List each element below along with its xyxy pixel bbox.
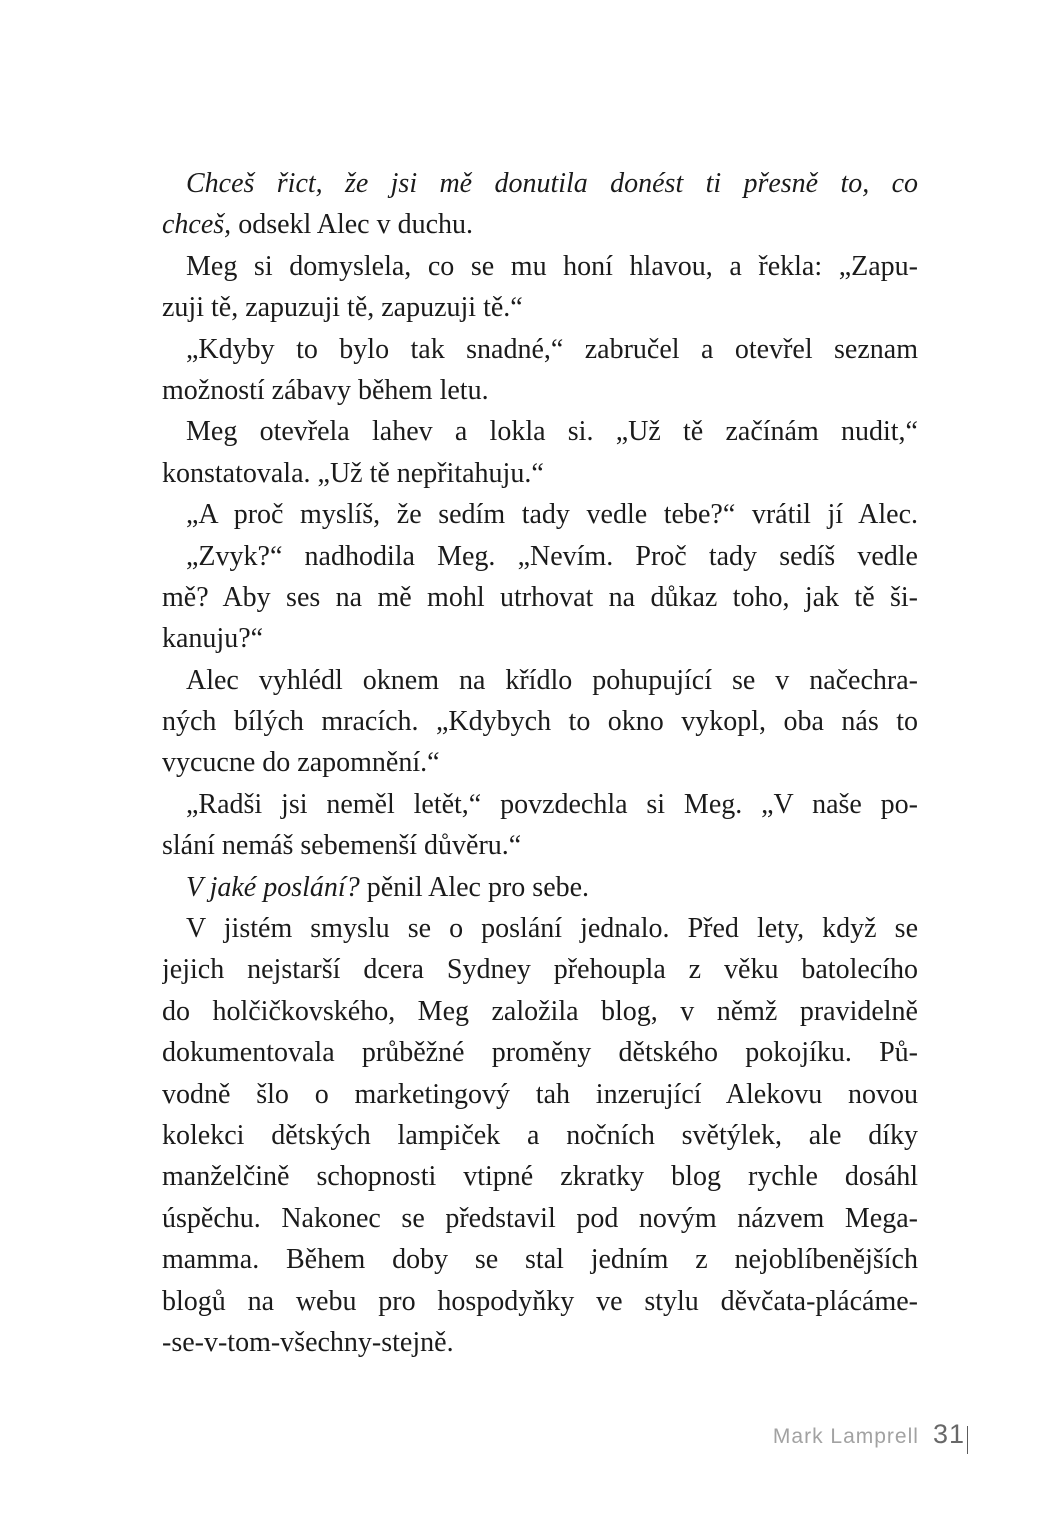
body-text: kanuju?“ (162, 623, 264, 655)
text-line (162, 991, 918, 1032)
page-number-rule (967, 1426, 968, 1454)
text-line (162, 246, 918, 287)
text-line (162, 204, 918, 245)
body-text: „Radši jsi neměl letět,“ povzdechla si Meg. „V naše po- (186, 788, 918, 820)
body-text: konstatovala. „Už tě nepřitahuju.“ (162, 457, 544, 489)
body-text: úspěchu. Nakonec se představil pod novým názvem Mega- (162, 1202, 918, 1234)
italic-text: V jaké poslání? (186, 871, 360, 903)
text-line (162, 867, 918, 908)
body-text: V jistém smyslu se o poslání jednalo. Před lety, když se (186, 913, 918, 945)
page-text (162, 163, 918, 1363)
text-line (162, 1239, 918, 1280)
text-line (162, 370, 918, 411)
text-line (162, 949, 918, 990)
text-line (162, 1156, 918, 1197)
body-text: Meg si domyslela, co se mu honí hlavou, a řekla: „Zapu- (186, 250, 918, 282)
text-line (162, 287, 918, 328)
body-text: jejich nejstarší dcera Sydney přehoupla z věku batolecího (162, 954, 918, 986)
italic-text: Chceš řict, že jsi mě donutila donést ti přesně to, co (186, 168, 918, 199)
body-text: kolekci dětských lampiček a nočních světýlek, ale díky (162, 1119, 918, 1151)
text-line (162, 1322, 918, 1363)
text-line (162, 453, 918, 494)
text-line (162, 163, 918, 204)
page-footer (0, 1419, 968, 1450)
italic-text: chceš, (162, 209, 232, 241)
body-text: zuji tě, zapuzuji tě, zapuzuji tě.“ (162, 292, 523, 324)
body-text: dokumentovala průběžné proměny dětského pokojíku. Pů- (162, 1037, 918, 1069)
body-text: do holčičkovského, Meg založila blog, v němž pravidelně (162, 995, 918, 1027)
text-line (162, 1074, 918, 1115)
body-text: pěnil Alec pro sebe. (359, 871, 590, 903)
text-line (162, 660, 918, 701)
body-text: mě? Aby ses na mě mohl utrhovat na důkaz toho, jak tě ši- (162, 581, 918, 613)
body-text: -se-v-tom-všechny-stejně. (162, 1326, 454, 1358)
text-line (162, 411, 918, 452)
body-text: „Kdyby to bylo tak snadné,“ zabručel a otevřel seznam (186, 333, 918, 365)
text-line (162, 329, 918, 370)
text-line (162, 784, 918, 825)
text-line (162, 618, 918, 659)
body-text: mamma. Během doby se stal jedním z nejoblíbenějších (162, 1244, 918, 1276)
text-line (162, 536, 918, 577)
text-line (162, 908, 918, 949)
text-line (162, 1115, 918, 1156)
text-line (162, 742, 918, 783)
body-text: možností zábavy během letu. (162, 374, 489, 406)
body-text: slání nemáš sebemenší důvěru.“ (162, 830, 522, 862)
body-text: Meg otevřela lahev a lokla si. „Už tě začínám nudit,“ (186, 416, 918, 448)
text-line (162, 825, 918, 866)
body-text: Alec vyhlédl oknem na křídlo pohupující se v načechra- (186, 664, 918, 696)
text-line (162, 1281, 918, 1322)
body-text: manželčině schopnosti vtipné zkratky blog rychle dosáhl (162, 1161, 918, 1193)
body-text: odsekl Alec v duchu. (231, 209, 474, 241)
body-text: „Zvyk?“ nadhodila Meg. „Nevím. Proč tady sedíš vedle (186, 540, 918, 572)
text-line (162, 701, 918, 742)
text-line (162, 1032, 918, 1073)
text-line (162, 577, 918, 618)
body-text: vycucne do zapomnění.“ (162, 747, 440, 779)
body-text: ných bílých mracích. „Kdybych to okno vykopl, oba nás to (162, 706, 918, 738)
text-line (162, 1198, 918, 1239)
author-name: Mark Lamprell (772, 1425, 919, 1448)
page-number: 31 (932, 1419, 965, 1449)
body-text: „A proč myslíš, že sedím tady vedle tebe?“ vrátil jí Alec. (186, 499, 918, 531)
body-text: vodně šlo o marketingový tah inzerující Alekovu novou (162, 1078, 918, 1110)
body-text: blogů na webu pro hospodyňky ve stylu děvčata-plácáme- (162, 1285, 918, 1317)
text-line (162, 494, 918, 535)
